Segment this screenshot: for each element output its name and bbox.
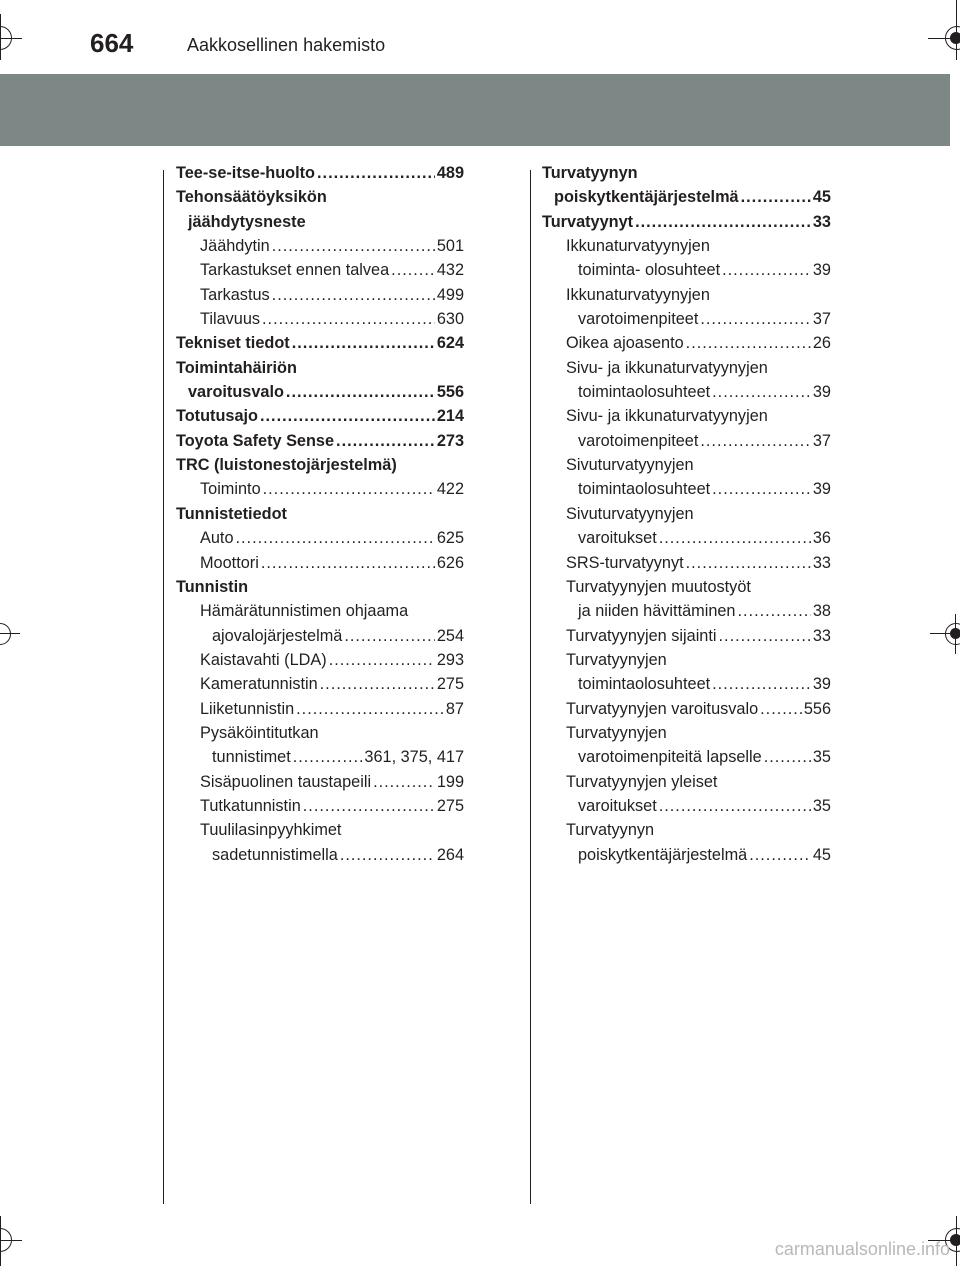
leader-dots bbox=[286, 380, 435, 404]
index-entry-term: Jäähdytin bbox=[200, 237, 270, 256]
index-entry bbox=[542, 477, 831, 501]
index-entry-term: Turvatyynyjen varoitusvalo bbox=[566, 699, 759, 718]
leader-dots bbox=[738, 599, 811, 623]
index-entry-term: Turvatyynyjen bbox=[566, 723, 667, 742]
index-entry-page: 501 bbox=[436, 237, 464, 256]
leader-dots bbox=[764, 745, 811, 769]
index-entry bbox=[542, 770, 831, 794]
leader-dots bbox=[296, 697, 444, 721]
index-entry bbox=[542, 502, 831, 526]
index-entry bbox=[542, 721, 831, 745]
index-entry-page: 199 bbox=[436, 772, 464, 791]
index-entry-page: 275 bbox=[436, 796, 464, 815]
index-entry-term: Toyota Safety Sense bbox=[176, 431, 335, 450]
index-entry bbox=[542, 794, 831, 818]
index-entry-page: 35 bbox=[812, 748, 831, 767]
leader-dots bbox=[686, 551, 811, 575]
leader-dots bbox=[659, 526, 811, 550]
index-entry bbox=[542, 551, 831, 575]
index-entry-term: Tunnistin bbox=[176, 577, 249, 596]
index-entry-term: Turvatyynyjen yleiset bbox=[566, 772, 718, 791]
index-entry-term: Sivu- ja ikkunaturvatyynyjen bbox=[566, 407, 768, 426]
index-entry-term: toimintaolosuhteet bbox=[578, 383, 711, 402]
index-entry-term: Turvatyynyn bbox=[566, 821, 655, 840]
index-entry-term: Turvatyynyjen bbox=[566, 650, 667, 669]
index-entry-term: varotoimenpiteet bbox=[578, 310, 699, 329]
index-entry bbox=[176, 502, 464, 526]
index-entry-term: Tutkatunnistin bbox=[200, 796, 301, 815]
index-entry-page: 264 bbox=[436, 845, 464, 864]
index-entry-term: Tee-se-itse-huolto bbox=[176, 164, 316, 182]
index-entry bbox=[176, 648, 464, 672]
index-entry-term: Toimintahäiriön bbox=[176, 358, 297, 377]
index-entry-term: Tuulilasinpyyhkimet bbox=[200, 821, 342, 840]
index-entry-page: 624 bbox=[436, 334, 464, 353]
index-entry bbox=[542, 843, 831, 867]
index-entry-term: Turvatyynyt bbox=[542, 212, 634, 231]
index-entry bbox=[542, 234, 831, 258]
index-entry-term: Ikkunaturvatyynyjen bbox=[566, 285, 710, 304]
index-entry bbox=[176, 697, 464, 721]
index-entry-page: 45 bbox=[812, 845, 831, 864]
index-entry-term: Sisäpuolinen taustapeili bbox=[200, 772, 372, 791]
index-entry bbox=[542, 331, 831, 355]
index-entry bbox=[176, 477, 464, 501]
index-entry bbox=[176, 185, 464, 209]
leader-dots bbox=[272, 234, 435, 258]
index-entry bbox=[176, 380, 464, 404]
crop-mark-mid-left bbox=[0, 614, 30, 654]
index-entry-term: ja niiden hävittäminen bbox=[578, 602, 736, 621]
index-entry bbox=[176, 794, 464, 818]
index-entry bbox=[542, 599, 831, 623]
index-entry bbox=[176, 283, 464, 307]
index-entry bbox=[542, 745, 831, 769]
index-entry bbox=[542, 429, 831, 453]
index-entry-term: Totutusajo bbox=[176, 407, 258, 426]
leader-dots bbox=[659, 794, 811, 818]
index-entry-term: Hämärätunnistimen ohjaama bbox=[200, 602, 409, 621]
index-entry-term: varotoimenpiteitä lapselle bbox=[578, 748, 762, 767]
leader-dots bbox=[749, 843, 811, 867]
index-entry-term: Kameratunnistin bbox=[200, 675, 318, 694]
index-entry bbox=[542, 624, 831, 648]
index-entry-term: Pysäköintitutkan bbox=[200, 723, 319, 742]
index-entry-term: Sivu- ja ikkunaturvatyynyjen bbox=[566, 358, 768, 377]
index-entry bbox=[176, 551, 464, 575]
leader-dots bbox=[635, 210, 811, 234]
index-entry-page: 625 bbox=[436, 529, 464, 548]
leader-dots bbox=[320, 672, 435, 696]
index-entry bbox=[176, 599, 464, 623]
index-entry bbox=[176, 404, 464, 428]
leader-dots bbox=[391, 258, 435, 282]
index-entry bbox=[542, 453, 831, 477]
leader-dots bbox=[712, 380, 811, 404]
index-entry-page: 275 bbox=[436, 675, 464, 694]
index-entry-term: tunnistimet bbox=[212, 748, 291, 767]
index-entry-term: poiskytkentäjärjestelmä bbox=[578, 845, 748, 864]
index-entry-page: 38 bbox=[812, 602, 831, 621]
leader-dots bbox=[722, 258, 811, 282]
index-entry-term: poiskytkentäjärjestelmä bbox=[554, 188, 739, 207]
index-entry-page: 489 bbox=[436, 164, 464, 182]
index-entry bbox=[542, 575, 831, 599]
index-entry-term: sadetunnistimella bbox=[212, 845, 338, 864]
index-entry bbox=[176, 453, 464, 477]
index-entry-term: Moottori bbox=[200, 553, 259, 572]
leader-dots bbox=[236, 526, 435, 550]
leader-dots bbox=[261, 551, 435, 575]
leader-dots bbox=[712, 672, 811, 696]
leader-dots bbox=[262, 307, 435, 331]
index-entry bbox=[176, 234, 464, 258]
index-entry-term: Turvatyynyjen muutostyöt bbox=[566, 577, 751, 596]
index-entry-term: Sivuturvatyynyjen bbox=[566, 504, 694, 523]
index-entry bbox=[176, 307, 464, 331]
index-entry bbox=[542, 672, 831, 696]
leader-dots bbox=[700, 429, 811, 453]
leader-dots bbox=[317, 161, 435, 185]
index-entry-term: Tekniset tiedot bbox=[176, 334, 290, 353]
index-entry bbox=[176, 526, 464, 550]
leader-dots bbox=[741, 185, 811, 209]
leader-dots bbox=[760, 697, 802, 721]
index-entry-page: 33 bbox=[812, 626, 831, 645]
index-entry-page: 26 bbox=[812, 334, 831, 353]
index-entry-page: 432 bbox=[436, 261, 464, 280]
leader-dots bbox=[373, 770, 435, 794]
index-entry-page: 37 bbox=[812, 310, 831, 329]
index-entry-page: 39 bbox=[812, 675, 831, 694]
index-entry-page: 33 bbox=[812, 212, 831, 231]
index-entry-page: 361, 375, 417 bbox=[364, 748, 464, 767]
index-entry-term: ajovalojärjestelmä bbox=[212, 626, 343, 645]
index-entry-term: Tunnistetiedot bbox=[176, 504, 287, 523]
leader-dots bbox=[336, 429, 435, 453]
index-entry-page: 254 bbox=[436, 626, 464, 645]
index-entry bbox=[542, 818, 831, 842]
index-entry-term: Ikkunaturvatyynyjen bbox=[566, 237, 710, 256]
index-entry-page: 556 bbox=[436, 383, 464, 402]
index-entry bbox=[176, 624, 464, 648]
index-entry-term: toimintaolosuhteet bbox=[578, 480, 711, 499]
index-entry-term: SRS-turvatyynyt bbox=[566, 553, 684, 572]
index-entry bbox=[542, 210, 831, 234]
index-entry-term: Liiketunnistin bbox=[200, 699, 295, 718]
index-entry-page: 35 bbox=[812, 796, 831, 815]
index-entry bbox=[542, 526, 831, 550]
index-entry bbox=[176, 331, 464, 355]
leader-dots bbox=[303, 794, 435, 818]
crop-mark-top-left bbox=[0, 0, 40, 60]
index-entry bbox=[542, 307, 831, 331]
index-entry-term: varoitukset bbox=[578, 796, 657, 815]
index-column-right bbox=[542, 161, 831, 867]
index-entry bbox=[176, 161, 464, 185]
index-entry-page: 626 bbox=[436, 553, 464, 572]
index-column-left bbox=[176, 161, 464, 867]
leader-dots bbox=[686, 331, 811, 355]
index-entry bbox=[176, 258, 464, 282]
index-entry-page: 214 bbox=[436, 407, 464, 426]
index-entry-term: varoitusvalo bbox=[188, 383, 284, 402]
index-entry-term: Tilavuus bbox=[200, 310, 261, 329]
index-entry bbox=[542, 283, 831, 307]
leader-dots bbox=[292, 331, 435, 355]
index-entry-term: jäähdytysneste bbox=[188, 212, 306, 231]
chapter-title: Aakkosellinen hakemisto bbox=[187, 35, 386, 55]
index-entry bbox=[176, 210, 464, 234]
leader-dots bbox=[263, 477, 435, 501]
leader-dots bbox=[272, 283, 435, 307]
index-entry-term: Turvatyynyjen sijainti bbox=[566, 626, 717, 645]
index-entry bbox=[176, 721, 464, 745]
index-entry-page: 273 bbox=[436, 431, 464, 450]
index-entry bbox=[542, 258, 831, 282]
index-entry bbox=[176, 356, 464, 380]
leader-dots bbox=[700, 307, 811, 331]
index-entry bbox=[176, 745, 464, 769]
index-entry-term: toimintaolosuhteet bbox=[578, 675, 711, 694]
index-entry bbox=[542, 185, 831, 209]
index-entry-term: Oikea ajoasento bbox=[566, 334, 684, 353]
leader-dots bbox=[712, 477, 811, 501]
index-entry bbox=[176, 843, 464, 867]
index-entry-term: Auto bbox=[200, 529, 234, 548]
leader-dots bbox=[329, 648, 435, 672]
index-entry-term: Tarkastus bbox=[200, 285, 270, 304]
leader-dots bbox=[293, 745, 363, 769]
index-entry-page: 36 bbox=[812, 529, 831, 548]
header-band bbox=[0, 74, 950, 146]
index-entry bbox=[176, 429, 464, 453]
crop-mark-top-right bbox=[928, 0, 960, 60]
leader-dots bbox=[344, 624, 435, 648]
index-entry bbox=[542, 404, 831, 428]
index-entry-term: Toiminto bbox=[200, 480, 261, 499]
index-entry-term: toiminta- olosuhteet bbox=[578, 261, 721, 280]
watermark: carmanualsonline.info bbox=[774, 1239, 950, 1259]
column-divider-right bbox=[530, 170, 531, 1204]
index-entry bbox=[542, 697, 831, 721]
index-entry-term: Sivuturvatyynyjen bbox=[566, 456, 694, 475]
index-entry bbox=[542, 356, 831, 380]
index-entry bbox=[542, 161, 831, 185]
index-entry bbox=[176, 818, 464, 842]
index-entry-page: 293 bbox=[436, 650, 464, 669]
index-entry-page: 556 bbox=[803, 699, 831, 718]
index-entry bbox=[176, 672, 464, 696]
index-entry bbox=[542, 648, 831, 672]
page-number: 664 bbox=[90, 28, 134, 58]
index-entry-page: 630 bbox=[436, 310, 464, 329]
crop-mark-mid-right bbox=[930, 614, 960, 654]
index-entry-page: 499 bbox=[436, 285, 464, 304]
index-entry-page: 45 bbox=[812, 188, 831, 207]
leader-dots bbox=[340, 843, 435, 867]
leader-dots bbox=[719, 624, 811, 648]
index-entry-term: Tehonsäätöyksikön bbox=[176, 188, 327, 207]
crop-mark-bottom-left bbox=[0, 1216, 40, 1266]
index-entry-term: Tarkastukset ennen talvea bbox=[200, 261, 390, 280]
index-entry-term: TRC (luistonestojärjestelmä) bbox=[176, 456, 397, 475]
index-entry-term: Turvatyynyn bbox=[542, 164, 638, 182]
index-entry-page: 37 bbox=[812, 431, 831, 450]
column-divider-left bbox=[163, 170, 164, 1204]
index-entry-page: 422 bbox=[436, 480, 464, 499]
index-entry-term: varoitukset bbox=[578, 529, 657, 548]
index-entry-term: varotoimenpiteet bbox=[578, 431, 699, 450]
index-entry-page: 39 bbox=[812, 383, 831, 402]
index-entry-term: Kaistavahti (LDA) bbox=[200, 650, 327, 669]
index-entry-page: 39 bbox=[812, 480, 831, 499]
index-entry-page: 33 bbox=[812, 553, 831, 572]
index-entry bbox=[176, 575, 464, 599]
leader-dots bbox=[260, 404, 435, 428]
index-entry-page: 39 bbox=[812, 261, 831, 280]
index-entry bbox=[176, 770, 464, 794]
index-entry bbox=[542, 380, 831, 404]
index-entry-page: 87 bbox=[445, 699, 464, 718]
